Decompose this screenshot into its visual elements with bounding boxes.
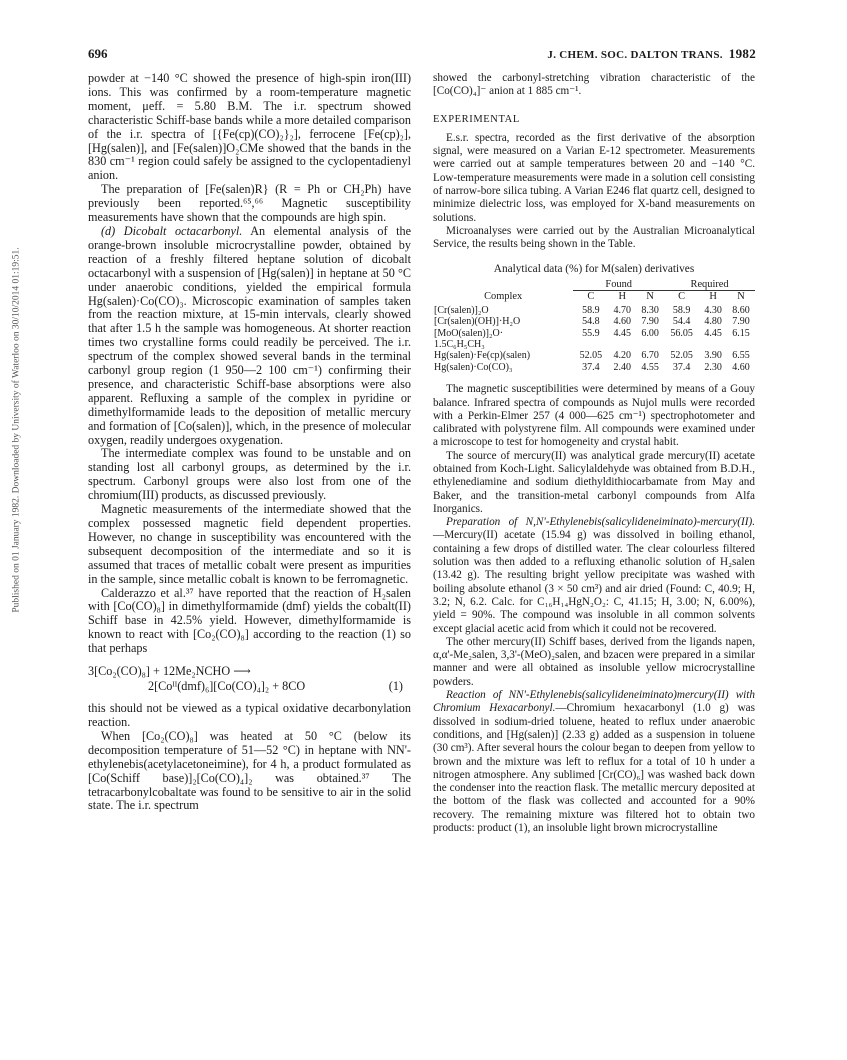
table-cell: 6.00 (641, 327, 659, 339)
equation-line (88, 679, 411, 694)
left-column (88, 72, 411, 813)
download-watermark (10, 150, 24, 710)
equation-products: 2[Coᴵᴵ(dmf)₆][Co(CO)₄]₂ + 8CO (148, 679, 306, 694)
journal-title (547, 46, 756, 62)
table-cell: 58.9 (672, 304, 691, 316)
column-header: N (737, 291, 745, 303)
download-watermark-text: Published on 01 January 1982. Downloaded by University of Waterloo on 30/10/2014 01:19:51. (12, 247, 22, 613)
table-cell: Hg(salen)·Co(CO)₃ (434, 361, 513, 373)
table-row (433, 350, 755, 361)
table-cell: 55.9 (582, 327, 600, 339)
table-cell: 52.05 (579, 350, 603, 362)
paragraph: this should not be viewed as a typical oxidative decarbonylation reaction. (88, 701, 411, 729)
table-cell: 2.40 (613, 361, 632, 373)
paragraph: The preparation of [Fe(salen)R} (R = Ph or CH₂Ph) have previously been reported.⁶⁵,⁶⁶ Magnetic susceptibility measurements have shown that the compounds are high spin. (88, 182, 411, 225)
table-cell: 54.4 (672, 316, 691, 328)
table-cell: 6.15 (732, 327, 750, 339)
paragraph: When [Co₂(CO)₈] was heated at 50 °C (below its decomposition temperature of 51—52 °C) in heptane with NN'-ethylenebis(acetylacetoneimine), for 4 h, a product formulated as [Co(Schiff base)]₂[Co(CO)₄]₂ was obtained.³⁷ The tetracarbonylcobaltate was found to be sensitive to air in the solid state. The i.r. spectrum (88, 728, 411, 813)
paragraph: Microanalyses were carried out by the Australian Microanalytical Service, the results being shown in the Table. (433, 224, 755, 251)
paragraph: Calderazzo et al.³⁷ have reported that the reaction of H₂salen with [Co(CO)₈] in dimethylformamide (dmf) yields the cobalt(II) Schiff base in 42.5% yield. However, dimethylformamide is known to react with [Co₂(CO)₈] according to the reaction (1) so that perhaps (88, 585, 411, 656)
table-row (433, 328, 755, 339)
table-cell (636, 339, 664, 350)
table-cell: 4.70 (613, 304, 632, 316)
table-cell: 4.60 (732, 361, 750, 373)
table-cell: 8.60 (732, 304, 750, 316)
paragraph (88, 225, 411, 448)
table-group-row (433, 279, 755, 291)
table-cell (727, 339, 755, 350)
right-column (433, 72, 755, 835)
table-cell: 37.4 (582, 361, 600, 373)
table-cell: 2.30 (704, 361, 722, 373)
paragraph (433, 689, 755, 835)
column-header: Complex (484, 291, 523, 303)
table-cell: [Cr(salen)(OH)]·H₂O (434, 316, 521, 328)
table-cell: 56.05 (670, 327, 693, 339)
equation-line: 3[Co₂(CO)₈] + 12Me₂NCHO ⟶ (88, 664, 251, 679)
table-cell: 4.20 (613, 350, 632, 362)
table-cell: 4.80 (704, 316, 722, 328)
table-cell (664, 339, 699, 350)
table-cell: 3.90 (704, 350, 722, 362)
table-header-row (433, 291, 755, 304)
group-required: Required (690, 278, 729, 290)
column-header: C (678, 291, 686, 303)
table-cell: 52.05 (670, 350, 693, 362)
table-cell: [Cr(salen)]₂O (434, 304, 489, 316)
group-found: Found (605, 278, 632, 290)
paragraph-body: An elemental analysis of the orange-brown insoluble microcrystalline powder, obtained by reaction of a freshly filtered heptane solution of dicobalt octacarbonyl with a suspension of [Hg(salen)] in heptane at 50 °C under anaerobic conditions, yielded the empirical formula Hg(salen)·Co(CO)₃. Microscopic examination of samples taken from the reaction mixture, at 15-min intervals, clearly showed that after 1.5 h the sample was homogeneous. At shorter reaction times two crystalline forms could readily be perceived. The i.r. spectrum of the complex showed several bands in the terminal carbonyl group region (1 950—2 100 cm⁻¹) confirming their presence, and characteristic Schiff-base absorptions were also apparent. Refluxing a sample of the complex in pyridine or dimethylformamide leads to the deposition of metallic mercury and formation of [Co(salen)], which, in the presence of molecular oxygen, readily undergoes oxygenation. (88, 223, 411, 447)
table-row (433, 305, 755, 316)
table-cell: 7.90 (641, 316, 659, 328)
table-caption: Analytical data (%) for M(salen) derivatives (493, 262, 695, 275)
column-header: C (587, 291, 595, 303)
table-cell: 54.8 (582, 316, 600, 328)
table-cell: 1.5C₆H₅CH₃ (434, 339, 485, 350)
table-cell: 6.70 (641, 350, 659, 362)
paragraph: showed the carbonyl-stretching vibration characteristic of the [Co(CO)₄]⁻ anion at 1 885 cm⁻¹. (433, 72, 755, 98)
column-header: N (646, 291, 654, 303)
equation-number: (1) (388, 679, 403, 694)
paragraph: Magnetic measurements of the intermediate showed that the complex possessed magnetic field dependent properties. However, no change in susceptibility was encountered with the subsequent decomposition of the intermediate and so it is assumed that traces of metallic cobalt were present as impurities in the sample, since metallic cobalt is known to be ferromagnetic. (88, 502, 411, 586)
journal-name: J. CHEM. SOC. DALTON TRANS. (547, 49, 723, 61)
table-cell: 58.9 (582, 304, 600, 316)
paragraph: The intermediate complex was found to be unstable and on standing lost all carbonyl groups, as determined by the i.r. spectrum. Carbonyl groups were also lost from one of the chromium(III) products, as discussed previously. (88, 446, 411, 503)
paragraph-body: —Chromium hexacarbonyl (1.0 g) was dissolved in sodium-dried toluene, heated to reflux under anaerobic conditions, and [Hg(salen)] (2.33 g) added as a suspension in toluene (30 cm³). After several hours the colour began to deepen from yellow to brown and the mixture was left to reflux for a total of 10 h under a nitrogen atmosphere. Any sublimed [Cr(CO)₆] was washed back down the condenser into the reaction flask. The metallic mercury deposited at the bottom of the flask was collected and accounted for a 90% recovery. The remaining mixture was filtered hot to obtain two products: product (1), an insoluble light brown microcrystalline (433, 702, 755, 835)
journal-year: 1982 (728, 46, 756, 61)
column-header: H (709, 291, 717, 303)
paragraph: The other mercury(II) Schiff bases, derived from the ligands napen, α,α'-Me₂salen, 3,3'-(MeO)₂salen, and bzacen were prepared in a similar manner and were all obtained as insoluble yellow microcrystalline powders. (433, 635, 755, 688)
table-row (433, 316, 755, 327)
analytical-data-table (433, 264, 755, 374)
table-cell: 37.4 (672, 361, 691, 373)
table-cell (573, 339, 608, 350)
table-cell (699, 339, 727, 350)
table-cell: 7.90 (732, 316, 750, 328)
paragraph: The source of mercury(II) was analytical grade mercury(II) acetate obtained from Koch-Light. Salicylaldehyde was obtained from B.D.H., ethylenediamine and sodium diethyldithiocarbamate from May and Baker, and the transition-metal carbonyl compounds from Alfa Inorganics. (433, 449, 755, 515)
paragraph (433, 516, 755, 636)
column-header: H (618, 291, 627, 303)
table-row (433, 339, 755, 350)
paragraph: powder at −140 °C showed the presence of high-spin iron(III) ions. This was confirmed by a room-temperature magnetic moment, μeff. = 5.80 B.M. The i.r. spectrum showed characteristic Schiff-base bands while a more detailed comparison of the i.r. spectra of [{Fe(cp)(CO)₂}₂], ferrocene [Fe(cp)₂], [Hg(salen)], and [Fe(salen)]O₂CMe showed that the bands in the 830 cm⁻¹ region could safely be assigned to the cyclopentadienyl anion. (88, 71, 411, 183)
table-cell: 4.30 (704, 304, 722, 316)
table-cell: 6.55 (732, 350, 750, 362)
page-header (88, 46, 756, 66)
section-heading: EXPERIMENTAL (433, 113, 520, 125)
equation-1 (88, 664, 411, 694)
table-cell: 8.30 (641, 304, 659, 316)
paragraph-heading: (d) Dicobalt octacarbonyl. (101, 223, 243, 238)
table-cell: 4.60 (613, 316, 632, 328)
table-cell: [MoO(salen)]₂O· (434, 327, 504, 339)
paragraph-body: —Mercury(II) acetate (15.94 g) was dissolved in boiling ethanol, containing a few drops of distilled water. The clear colourless filtered solution was then added to a refluxing ethanolic solution of H₂salen (13.42 g). The resulting bright yellow precipitate was washed with boiling absolute ethanol (3 × 50 cm³) and air dried (Found: C, 40.9; H, 3.2; N, 6.2. Calc. for C₁₆H₁₄HgN₂O₂: C, 41.15; H, 3.00; N, 6.00%), yield = 90%. The compound was insoluble in all common solvents except glacial acetic acid from which it could not be recovered. (433, 529, 755, 635)
table-cell: 4.55 (641, 361, 659, 373)
table-cell: 4.45 (613, 327, 632, 339)
paragraph-heading: Reaction of NN'-Ethylenebis(salicylideneiminato)mercury(II) with Chromium Hexacarbonyl. (433, 689, 755, 715)
table-cell: 4.45 (704, 327, 722, 339)
table-cell: Hg(salen)·Fe(cp)(salen) (434, 350, 531, 362)
paragraph: E.s.r. spectra, recorded as the first derivative of the absorption signal, were measured on a Varian E-12 spectrometer. Measurements were carried out at sample temperatures between 20 and −140 °C. Low-temperature measurements were made in a solution cell consisting of narrow-bore silica tubing. A Varian E246 flat quartz cell, designed to minimize dielectric loss, was employed for X-band measurements on solutions. (433, 131, 755, 224)
data-table (433, 279, 755, 373)
paragraph-heading: Preparation of N,N'-Ethylenebis(salicylideneiminato)-mercury(II). (446, 516, 755, 529)
table-row (433, 362, 755, 373)
page-number: 696 (88, 46, 108, 61)
paragraph: The magnetic susceptibilities were determined by means of a Gouy balance. Infrared spectra of compounds as Nujol mulls were recorded with a Perkin-Elmer 257 (4 000—625 cm⁻¹) spectrophotometer and calibrated with polystyrene film. All compounds were examined under a microscope to test for homogeneity and crystal habit. (433, 383, 755, 449)
table-cell (608, 339, 636, 350)
